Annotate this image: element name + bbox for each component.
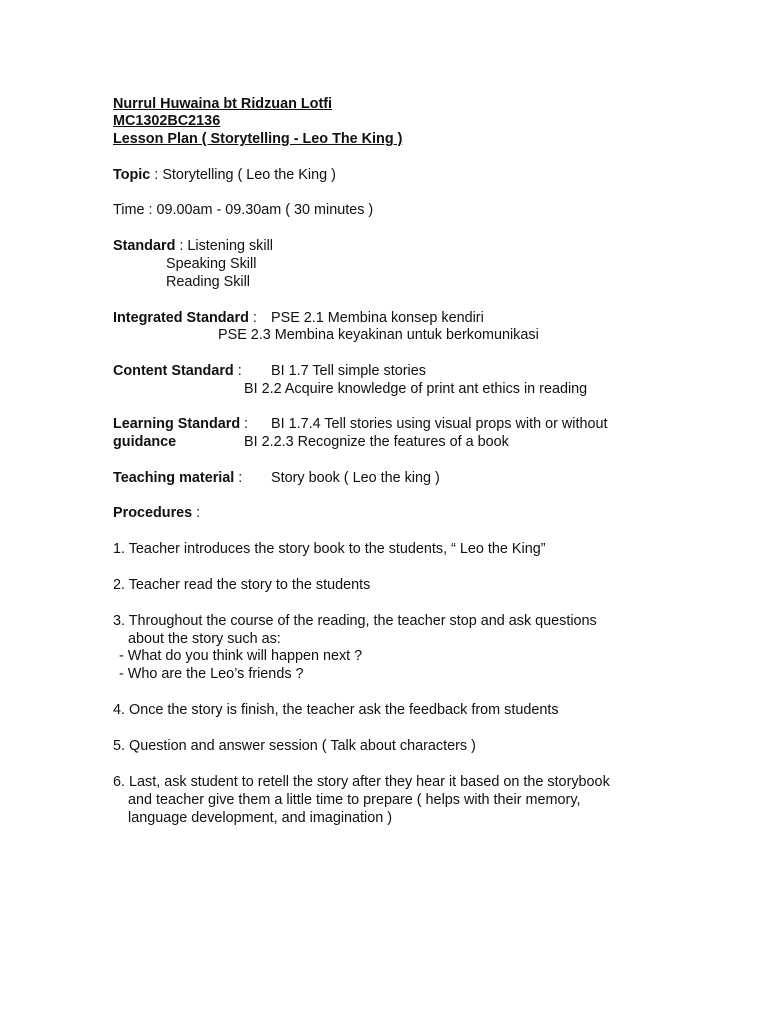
learning-standard-label-cont: guidance bbox=[113, 434, 177, 450]
standard-item: Reading Skill bbox=[166, 274, 250, 290]
procedure-step-5: 5. Question and answer session ( Talk about characters ) bbox=[113, 738, 476, 754]
standard-line bbox=[113, 237, 273, 255]
standard-label: Standard bbox=[113, 238, 176, 254]
topic-label: Topic bbox=[113, 167, 151, 183]
author-name: Nurrul Huwaina bt Ridzuan Lotfi bbox=[113, 96, 333, 112]
topic-line bbox=[113, 166, 336, 184]
content-standard-label: Content Standard bbox=[113, 363, 234, 379]
time-line: Time : 09.00am - 09.30am ( 30 minutes ) bbox=[113, 202, 374, 218]
learning-standard-label: Learning Standard bbox=[113, 416, 241, 432]
content-standard-item: BI 2.2 Acquire knowledge of print ant ethics in reading bbox=[244, 381, 588, 397]
procedure-bullet: - What do you think will happen next ? bbox=[119, 648, 363, 664]
procedure-step-3: 3. Throughout the course of the reading, the teacher stop and ask questions bbox=[113, 613, 597, 629]
integrated-standard-label: Integrated Standard bbox=[113, 310, 249, 326]
standard-item: Listening skill bbox=[187, 238, 273, 254]
learning-standard-item: BI 2.2.3 Recognize the features of a book bbox=[244, 434, 509, 450]
topic-sep: : bbox=[150, 167, 163, 183]
procedure-step-3-cont: about the story such as: bbox=[128, 631, 281, 647]
integrated-standard-item: PSE 2.3 Membina keyakinan untuk berkomunikasi bbox=[218, 327, 539, 343]
procedure-step-6-cont: and teacher give them a little time to prepare ( helps with their memory, bbox=[128, 792, 581, 808]
content-standard-item: BI 1.7 Tell simple stories bbox=[271, 363, 426, 379]
standard-item: Speaking Skill bbox=[166, 256, 257, 272]
content-standard-sep: : bbox=[233, 363, 242, 379]
teaching-material-value: Story book ( Leo the king ) bbox=[271, 470, 440, 486]
procedure-step-2: 2. Teacher read the story to the students bbox=[113, 577, 371, 593]
student-id: MC1302BC2136 bbox=[113, 113, 221, 129]
integrated-standard-line bbox=[113, 309, 257, 327]
procedure-bullet: - Who are the Leo’s friends ? bbox=[119, 666, 304, 682]
lesson-plan-title: Lesson Plan ( Storytelling - Leo The King ) bbox=[113, 131, 403, 147]
procedures-heading bbox=[113, 504, 200, 522]
procedures-sep: : bbox=[192, 505, 201, 521]
procedure-step-4: 4. Once the story is finish, the teacher ask the feedback from students bbox=[113, 702, 559, 718]
procedure-step-6-cont: language development, and imagination ) bbox=[128, 810, 393, 826]
procedure-step-1: 1. Teacher introduces the story book to the students, “ Leo the King” bbox=[113, 541, 546, 557]
content-standard-line bbox=[113, 362, 242, 380]
procedures-label: Procedures bbox=[113, 505, 193, 521]
teaching-material-line bbox=[113, 469, 242, 487]
integrated-standard-item: PSE 2.1 Membina konsep kendiri bbox=[271, 310, 484, 326]
standard-sep: : bbox=[175, 238, 188, 254]
procedure-step-6: 6. Last, ask student to retell the story after they hear it based on the storybook bbox=[113, 774, 610, 790]
learning-standard-sep: : bbox=[240, 416, 249, 432]
learning-standard-item: BI 1.7.4 Tell stories using visual props with or without bbox=[271, 416, 608, 432]
topic-value: Storytelling ( Leo the King ) bbox=[162, 167, 336, 183]
integrated-standard-sep: : bbox=[248, 310, 257, 326]
teaching-material-sep: : bbox=[234, 470, 243, 486]
learning-standard-line bbox=[113, 415, 248, 433]
teaching-material-label: Teaching material bbox=[113, 470, 235, 486]
